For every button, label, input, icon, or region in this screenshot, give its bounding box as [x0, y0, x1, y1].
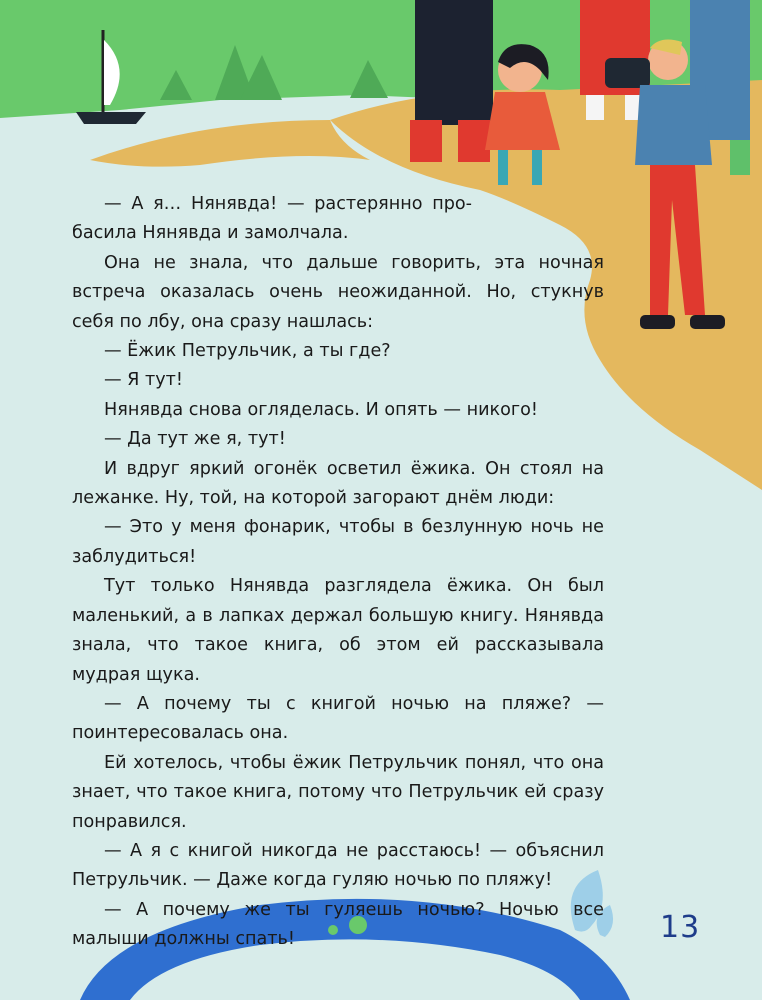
paragraph: Она не знала, что дальше говорить, эта ночная встреча оказалась очень неожиданной. Но, стукнув себя по лбу, она сразу нашлась:	[72, 252, 604, 332]
paragraph: — А почему же ты гуляешь ночью? Ночью все малыши должны спать!	[72, 899, 604, 950]
page-number: 13	[660, 910, 701, 945]
story-text	[72, 190, 604, 955]
paragraph: — Да тут же я, тут!	[104, 429, 286, 450]
paragraph: И вдруг яркий огонёк осветил ёжика. Он стоял на лежанке. Ну, той, на которой загорают днём люди:	[72, 458, 604, 509]
paragraph: — А почему ты с книгой ночью на пляже? — поинтересовалась она.	[72, 693, 604, 744]
sand-edge	[90, 120, 370, 167]
paragraph: — Ёжик Петрульчик, а ты где?	[104, 341, 391, 362]
paragraph: — А я с книгой никогда не расстаюсь! — объяснил Петрульчик. — Даже когда гуляю ночью по пляжу!	[72, 840, 604, 891]
paragraph: — А я… Нянявда! — растерянно про-басила Нянявда и замолчала.	[72, 194, 472, 244]
paragraph: Ей хотелось, чтобы ёжик Петрульчик понял, что она знает, что такое книга, потому что Петрульчик ей сразу понравился.	[72, 752, 604, 832]
paragraph: Нянявда снова огляделась. И опять — никого!	[104, 399, 538, 420]
paragraph: Тут только Нянявда разглядела ёжика. Он был маленький, а в лапках держал большую книгу. Нянявда знала, что такое книга, об этом ей рассказывала мудрая щука.	[72, 576, 604, 685]
paragraph: — Я тут!	[104, 370, 183, 391]
paragraph: — Это у меня фонарик, чтобы в безлунную ночь не заблудиться!	[72, 517, 604, 567]
